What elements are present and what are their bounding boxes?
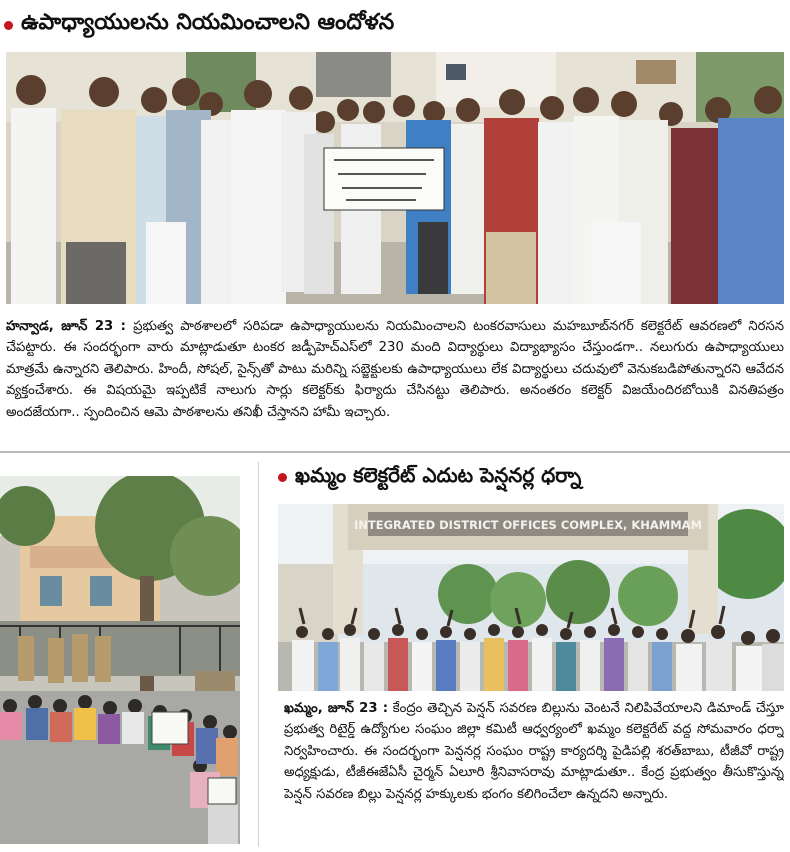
article1-headline-text: ఉపాధ్యాయులను నియమించాలని ఆందోళన (21, 10, 395, 35)
article2-right-photo (278, 504, 784, 691)
article2-body-text: కేంద్రం తెచ్చిన పెన్షన్ సవరణ బిల్లును వెంటనే నిలిపివేయాలని డిమాండ్ చేస్తూ ప్రభుత్వ రిటైర్డ్ ఉద్యోగుల సంఘం జిల్లా కమిటీ ఆధ్వర్యంలో ఖమ్మం కలెక్టరేట్ వద్ద సోమవారం ధర్నా నిర్వహించారు. ఈ సందర్భంగా పెన్షనర్ల సంఘం రాష్ట్ర కార్యదర్శి పైడిపల్లి శరత్‌బాబు, టీజీవో రాష్ట్ర అధ్యక్షుడు, టీజీఈజేఏసీ చైర్మన్ ఏలూరి శ్రీనివాసరావు మాట్లాడుతూ.. కేంద్ర ప్రభుత్వం తీసుకొస్తున్న పెన్షన్ సవరణ బిల్లు పెన్షనర్ల హక్కులకు భంగం కలిగించేలా ఉన్నదని అన్నారు. (284, 701, 784, 802)
article1-body (6, 316, 784, 436)
collectorate-sign: INTEGRATED DISTRICT OFFICES COMPLEX, KHAMMAM (353, 518, 703, 532)
article2-headline (278, 462, 581, 492)
article1-body-text: ప్రభుత్వ పాఠశాలలో సరిపడా ఉపాధ్యాయులను నియమించాలని టంకరవాసులు మహబూబ్‌నగర్ కలెక్టరేట్ ఆవరణలో నిరసన చేపట్టారు. ఈ సందర్భంగా వారు మాట్లాడుతూ టంకర జడ్పీహెచ్ఎస్‌లో 230 మంది విద్యార్థులు విద్యాభ్యాసం చేస్తుండగా.. నలుగురు ఉపాధ్యాయులు మాత్రమే ఉన్నారని తెలిపారు. హిందీ, సోషల్, సైన్స్‌తో పాటు మరిన్ని సబ్జెక్టులకు ఉపాధ్యాయులు లేక విద్యార్థులు చదువులో వెనుకబడిపోతున్నారని ఆవేదన వ్యక్తంచేశారు. ఈ విషయమై ఇప్పటికే నాలుగు సార్లు కలెక్టర్‌కు ఫిర్యాదు చేసినట్టు తెలిపారు. అనంతరం కలెక్టర్ విజయేందిరబోయికి వినతిపత్రం అందజేయగా.. స్పందించిన ఆమె పాఠశాలను తనిఖీ చేస్తానని హామీ ఇచ్చారు. (6, 319, 784, 420)
headline-bullet-icon (278, 473, 287, 482)
article2-body (284, 698, 784, 848)
article1-dateline: హన్వాడ, జూన్ 23 : (6, 319, 126, 334)
seated-protest-photo (0, 476, 240, 844)
protest-group-photo (6, 52, 784, 304)
headline-bullet-icon (4, 21, 13, 30)
article2-dateline: ఖమ్మం, జూన్ 23 : (284, 701, 388, 716)
article1-photo (6, 52, 784, 304)
khammam-collectorate-dharna-photo (278, 504, 784, 691)
column-divider (258, 462, 259, 847)
article2-headline-text: ఖమ్మం కలెక్టరేట్ ఎదుట పెన్షనర్ల ధర్నా (295, 462, 582, 487)
article2-left-photo (0, 476, 240, 844)
article1-headline (4, 10, 394, 40)
section-divider (0, 451, 790, 453)
